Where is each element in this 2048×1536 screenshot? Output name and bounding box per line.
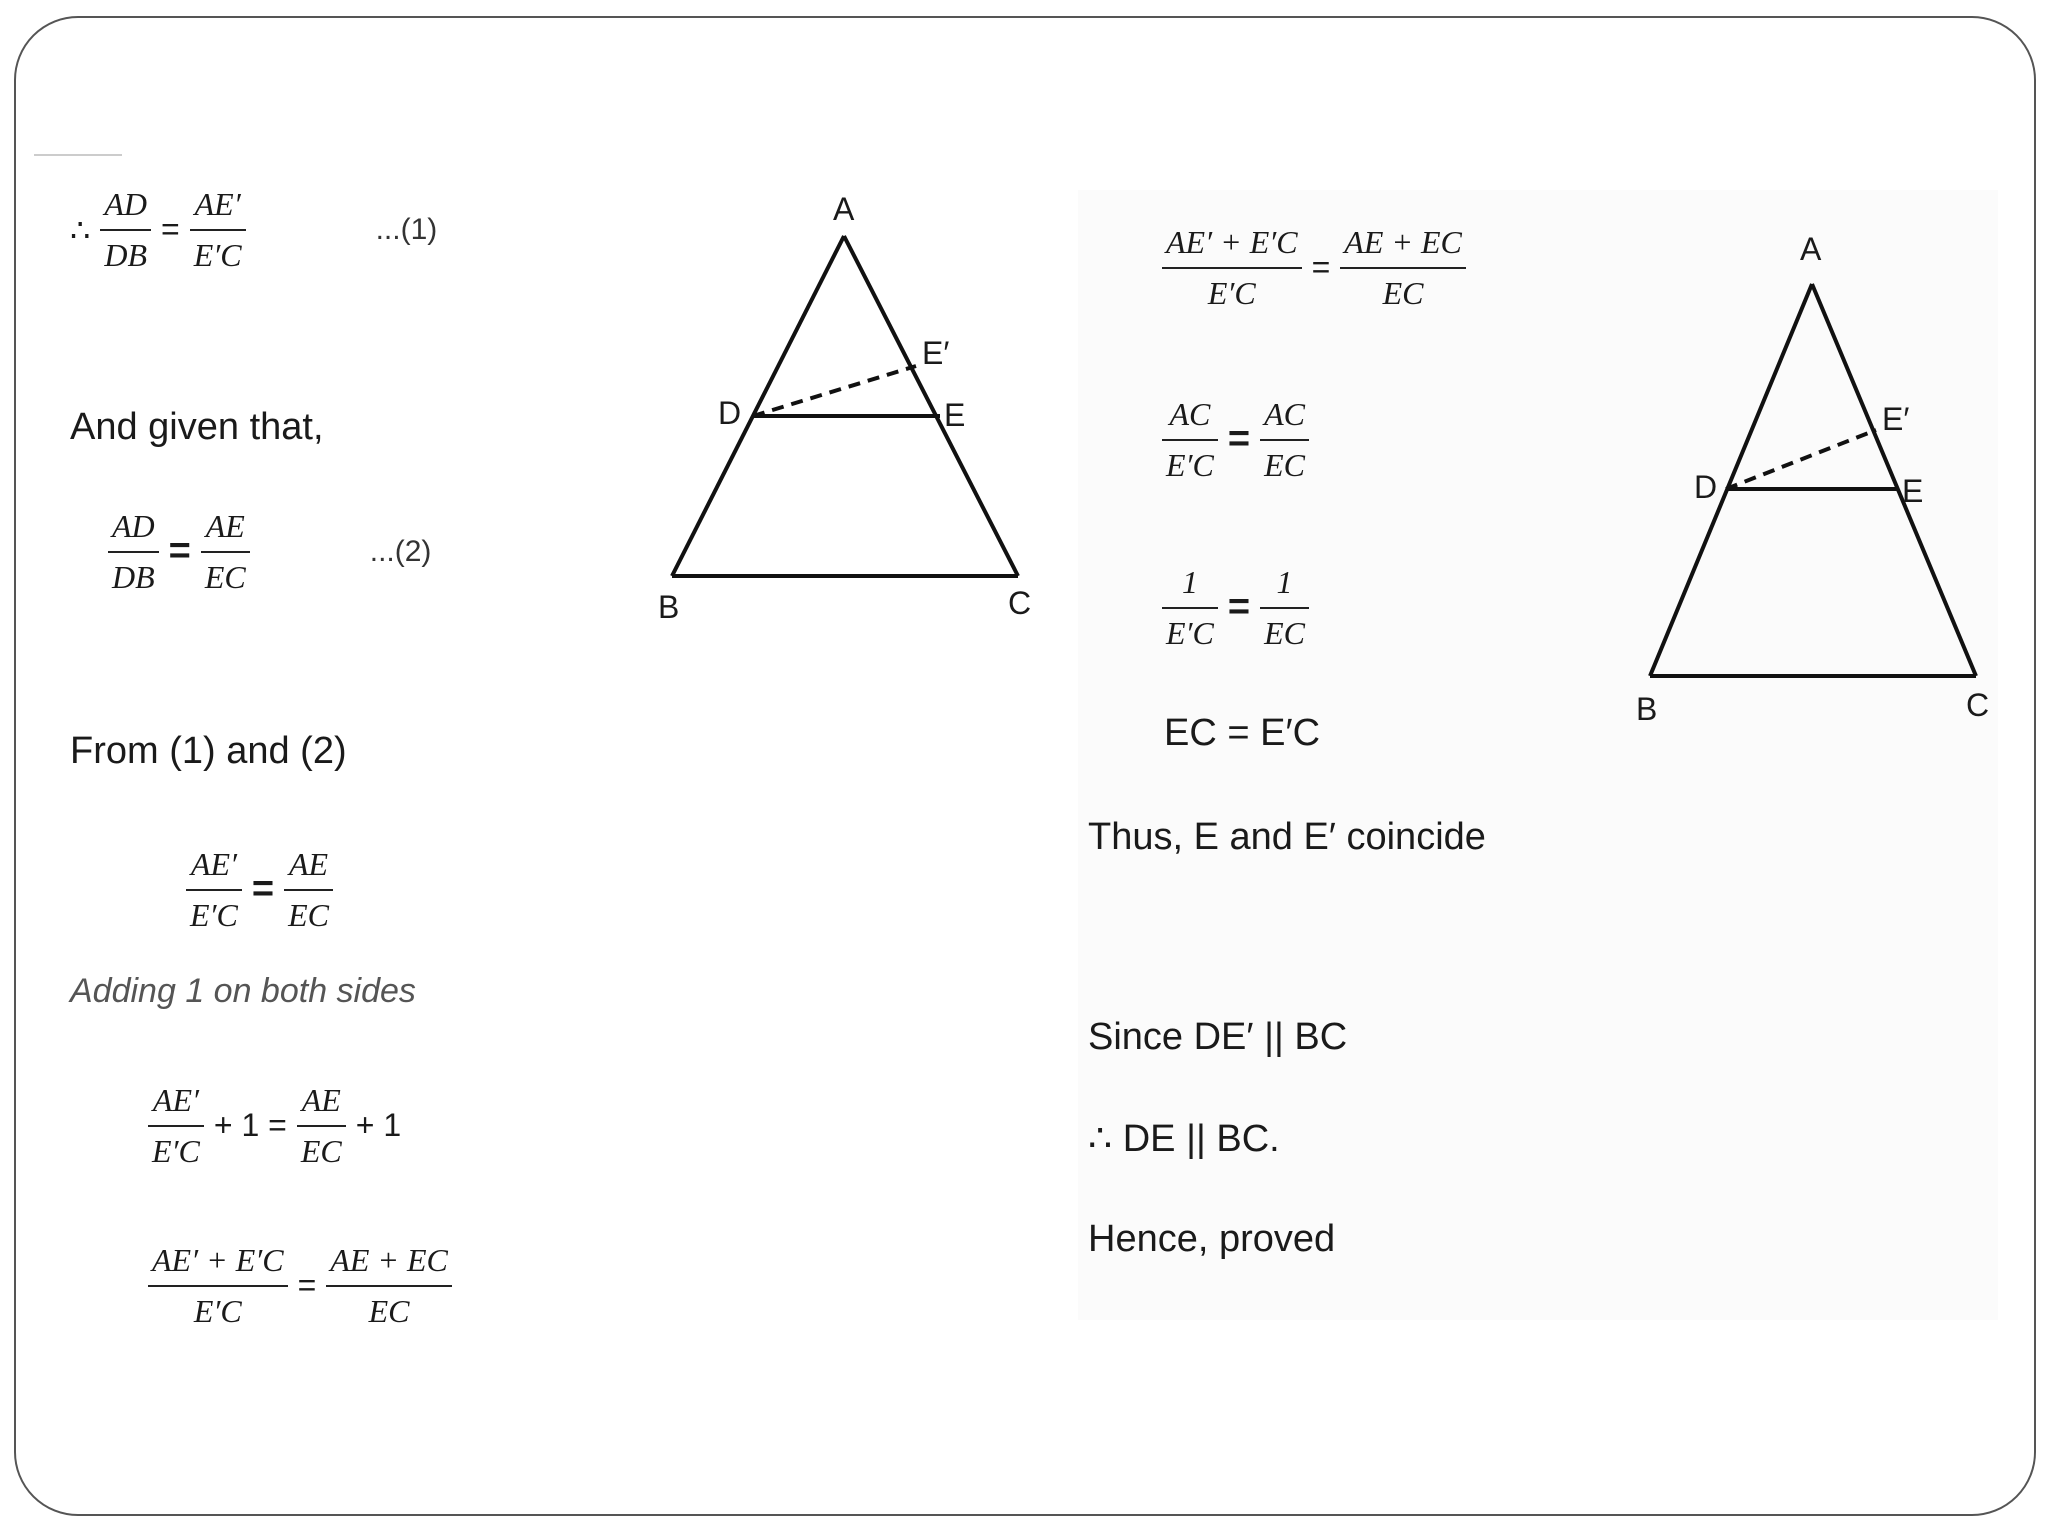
given-text: And given that, bbox=[70, 406, 324, 448]
equals-sign: = bbox=[161, 211, 180, 248]
numerator: AC bbox=[1264, 396, 1305, 432]
triangle-diagram-1 bbox=[640, 180, 1060, 640]
from-text: From (1) and (2) bbox=[70, 730, 347, 772]
fraction-ae-ec bbox=[297, 1082, 346, 1170]
fraction-sum-left bbox=[148, 1242, 288, 1330]
denominator: E′C bbox=[190, 896, 238, 933]
denominator: EC bbox=[368, 1292, 410, 1329]
triangle-diagram-2 bbox=[1620, 220, 2040, 740]
label-c: C bbox=[1966, 687, 1990, 723]
fraction-sum-left bbox=[1162, 224, 1302, 312]
numerator: AE + EC bbox=[1344, 224, 1462, 260]
top-rule bbox=[34, 154, 122, 156]
therefore-text: ∴ DE || BC. bbox=[1088, 1118, 1280, 1160]
fraction-ae-ec bbox=[201, 508, 250, 596]
adding-note: Adding 1 on both sides bbox=[70, 972, 416, 1010]
right-equation-2 bbox=[1162, 396, 1309, 484]
equation-3 bbox=[186, 846, 333, 934]
numerator: AE′ bbox=[190, 846, 237, 882]
equals-sign: = bbox=[168, 530, 191, 573]
label-e-prime: E′ bbox=[1882, 401, 1910, 437]
label-a: A bbox=[1800, 231, 1822, 267]
fraction-ae-prime-e-prime-c bbox=[148, 1082, 204, 1170]
right-equation-3 bbox=[1162, 564, 1309, 652]
label-e-prime: E′ bbox=[922, 335, 950, 371]
label-c: C bbox=[1008, 585, 1032, 621]
label-e: E bbox=[1902, 473, 1924, 509]
equation-1 bbox=[70, 186, 437, 274]
fraction-sum-right bbox=[326, 1242, 452, 1330]
label-b: B bbox=[1636, 691, 1658, 727]
fraction-sum-right bbox=[1340, 224, 1466, 312]
label-e: E bbox=[944, 397, 966, 433]
numerator: AD bbox=[104, 186, 148, 222]
denominator: E′C bbox=[1166, 614, 1214, 651]
label-d: D bbox=[718, 395, 742, 431]
equation-tag-2: ...(2) bbox=[369, 534, 432, 568]
denominator: E′C bbox=[152, 1132, 200, 1169]
numerator: AE bbox=[301, 1082, 341, 1118]
denominator: EC bbox=[1264, 446, 1305, 483]
numerator: AE′ bbox=[152, 1082, 199, 1118]
numerator: AC bbox=[1169, 396, 1211, 432]
equals-sign: = bbox=[1227, 586, 1251, 629]
numerator: AE′ + E′C bbox=[1166, 224, 1298, 260]
fraction-ae-ec bbox=[284, 846, 333, 934]
denominator: E′C bbox=[1207, 274, 1256, 311]
right-equation-1 bbox=[1162, 224, 1466, 312]
denominator: EC bbox=[1382, 274, 1424, 311]
equals-sign: = bbox=[251, 868, 275, 911]
hence-text: Hence, proved bbox=[1088, 1218, 1336, 1260]
plus-one-equals: + 1 = bbox=[213, 1107, 287, 1144]
numerator: 1 bbox=[1276, 564, 1293, 600]
therefore-symbol: ∴ bbox=[70, 211, 91, 248]
label-d: D bbox=[1694, 469, 1718, 505]
label-b: B bbox=[658, 589, 680, 625]
equals-sign: = bbox=[1311, 249, 1331, 286]
denominator: E′C bbox=[193, 1292, 242, 1329]
fraction-ac-e-prime-c bbox=[1162, 396, 1218, 484]
numerator: AE bbox=[288, 846, 329, 882]
denominator: DB bbox=[112, 558, 155, 595]
equals-sign: = bbox=[1227, 418, 1251, 461]
ec-equals-line: EC = E′C bbox=[1164, 712, 1321, 754]
denominator: EC bbox=[300, 1132, 342, 1169]
fraction-ae-prime-e-prime-c bbox=[186, 846, 242, 934]
numerator: AE bbox=[205, 508, 245, 544]
equation-4 bbox=[148, 1082, 401, 1170]
denominator: EC bbox=[1264, 614, 1305, 651]
equation-5 bbox=[148, 1242, 452, 1330]
numerator: AE′ + E′C bbox=[152, 1242, 284, 1278]
fraction-one-ec bbox=[1260, 564, 1309, 652]
denominator: E′C bbox=[193, 236, 242, 273]
denominator: EC bbox=[204, 558, 246, 595]
numerator: 1 bbox=[1181, 564, 1198, 600]
denominator: EC bbox=[288, 896, 329, 933]
numerator: AD bbox=[112, 508, 155, 544]
since-text: Since DE′ || BC bbox=[1088, 1016, 1348, 1058]
plus-one: + 1 bbox=[355, 1107, 402, 1144]
fraction-ac-ec bbox=[1260, 396, 1309, 484]
fraction-ad-db bbox=[100, 186, 151, 274]
thus-text: Thus, E and E′ coincide bbox=[1088, 816, 1486, 858]
fraction-one-e-prime-c bbox=[1162, 564, 1218, 652]
label-a: A bbox=[833, 191, 855, 227]
equation-tag-1: ...(1) bbox=[375, 212, 438, 246]
equals-sign: = bbox=[297, 1267, 317, 1304]
fraction-ae-prime-e-prime-c bbox=[190, 186, 246, 274]
fraction-ad-db bbox=[108, 508, 159, 596]
denominator: DB bbox=[104, 236, 148, 273]
denominator: E′C bbox=[1166, 446, 1214, 483]
numerator: AE + EC bbox=[330, 1242, 448, 1278]
equation-2 bbox=[108, 508, 431, 596]
numerator: AE′ bbox=[194, 186, 241, 222]
